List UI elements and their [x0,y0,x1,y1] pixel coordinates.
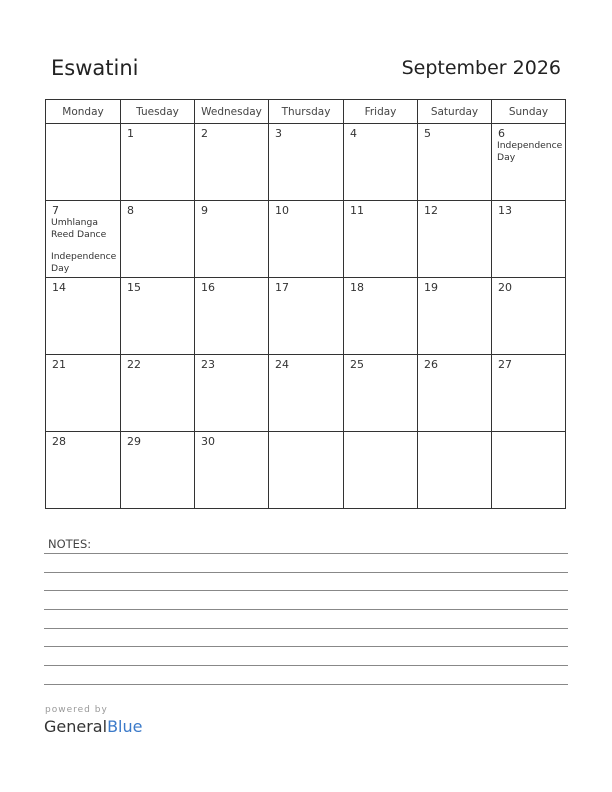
note-line [44,646,568,647]
day-cell [418,432,492,509]
day-number: 5 [424,127,431,140]
holiday-label: Independence Day [51,251,117,274]
day-cell [121,432,195,509]
note-line [44,590,568,591]
day-number: 20 [498,281,512,294]
day-cell [418,278,492,355]
day-number: 1 [127,127,134,140]
day-number: 30 [201,435,215,448]
day-number: 24 [275,358,289,371]
day-cell [492,124,566,201]
day-cell [492,201,566,278]
day-cell [492,278,566,355]
day-number: 21 [52,358,66,371]
day-cell [269,124,344,201]
day-cell [418,201,492,278]
week-row [46,124,566,201]
note-line [44,572,568,573]
day-number: 28 [52,435,66,448]
day-number: 14 [52,281,66,294]
day-cell [344,201,418,278]
day-cell [195,432,269,509]
day-cell [195,278,269,355]
day-cell [269,432,344,509]
note-line [44,684,568,685]
day-cell [344,124,418,201]
day-number: 4 [350,127,357,140]
day-number: 22 [127,358,141,371]
day-number: 10 [275,204,289,217]
week-row [46,355,566,432]
holiday-label: Independence Day [497,140,563,163]
day-number: 3 [275,127,282,140]
week-row [46,201,566,278]
country-title: Eswatini [51,56,139,80]
brand-logo [44,717,142,736]
notes-label: NOTES: [48,537,92,551]
day-number: 29 [127,435,141,448]
day-number: 25 [350,358,364,371]
day-cell [195,124,269,201]
note-line [44,628,568,629]
day-cell [195,355,269,432]
day-number: 6 [498,127,505,140]
day-cell [344,278,418,355]
day-cell [269,201,344,278]
day-cell [46,124,121,201]
day-number: 27 [498,358,512,371]
day-cell [121,124,195,201]
day-cell [121,201,195,278]
weekday-header-row [46,100,566,124]
powered-by-text: powered by [45,705,108,715]
month-title: September 2026 [401,57,561,79]
day-cell [344,355,418,432]
weekday-saturday: Saturday [418,100,492,124]
day-cell [121,278,195,355]
day-cell [121,355,195,432]
day-number: 13 [498,204,512,217]
weekday-wednesday: Wednesday [195,100,269,124]
day-cell [46,432,121,509]
day-number: 11 [350,204,364,217]
day-cell [344,432,418,509]
brand-general: General [44,717,108,736]
day-cell [418,124,492,201]
note-line [44,553,568,554]
day-cell [46,278,121,355]
day-number: 16 [201,281,215,294]
weekday-thursday: Thursday [269,100,344,124]
week-row [46,278,566,355]
week-row [46,432,566,509]
calendar-grid [45,99,566,509]
day-number: 12 [424,204,438,217]
event-list [51,217,117,274]
day-cell [492,355,566,432]
day-number: 26 [424,358,438,371]
day-cell [269,355,344,432]
day-cell [46,201,121,278]
weekday-monday: Monday [46,100,121,124]
day-number: 18 [350,281,364,294]
weekday-tuesday: Tuesday [121,100,195,124]
day-cell [492,432,566,509]
day-number: 9 [201,204,208,217]
day-number: 15 [127,281,141,294]
day-number: 23 [201,358,215,371]
day-cell [418,355,492,432]
holiday-label: Umhlanga Reed Dance [51,217,107,240]
day-number: 7 [52,204,59,217]
weekday-friday: Friday [344,100,418,124]
day-number: 17 [275,281,289,294]
day-number: 8 [127,204,134,217]
day-cell [46,355,121,432]
day-cell [195,201,269,278]
note-line [44,609,568,610]
weekday-sunday: Sunday [492,100,566,124]
event-list [497,140,562,163]
day-number: 2 [201,127,208,140]
brand-blue: Blue [107,717,143,736]
note-line [44,665,568,666]
day-number: 19 [424,281,438,294]
day-cell [269,278,344,355]
